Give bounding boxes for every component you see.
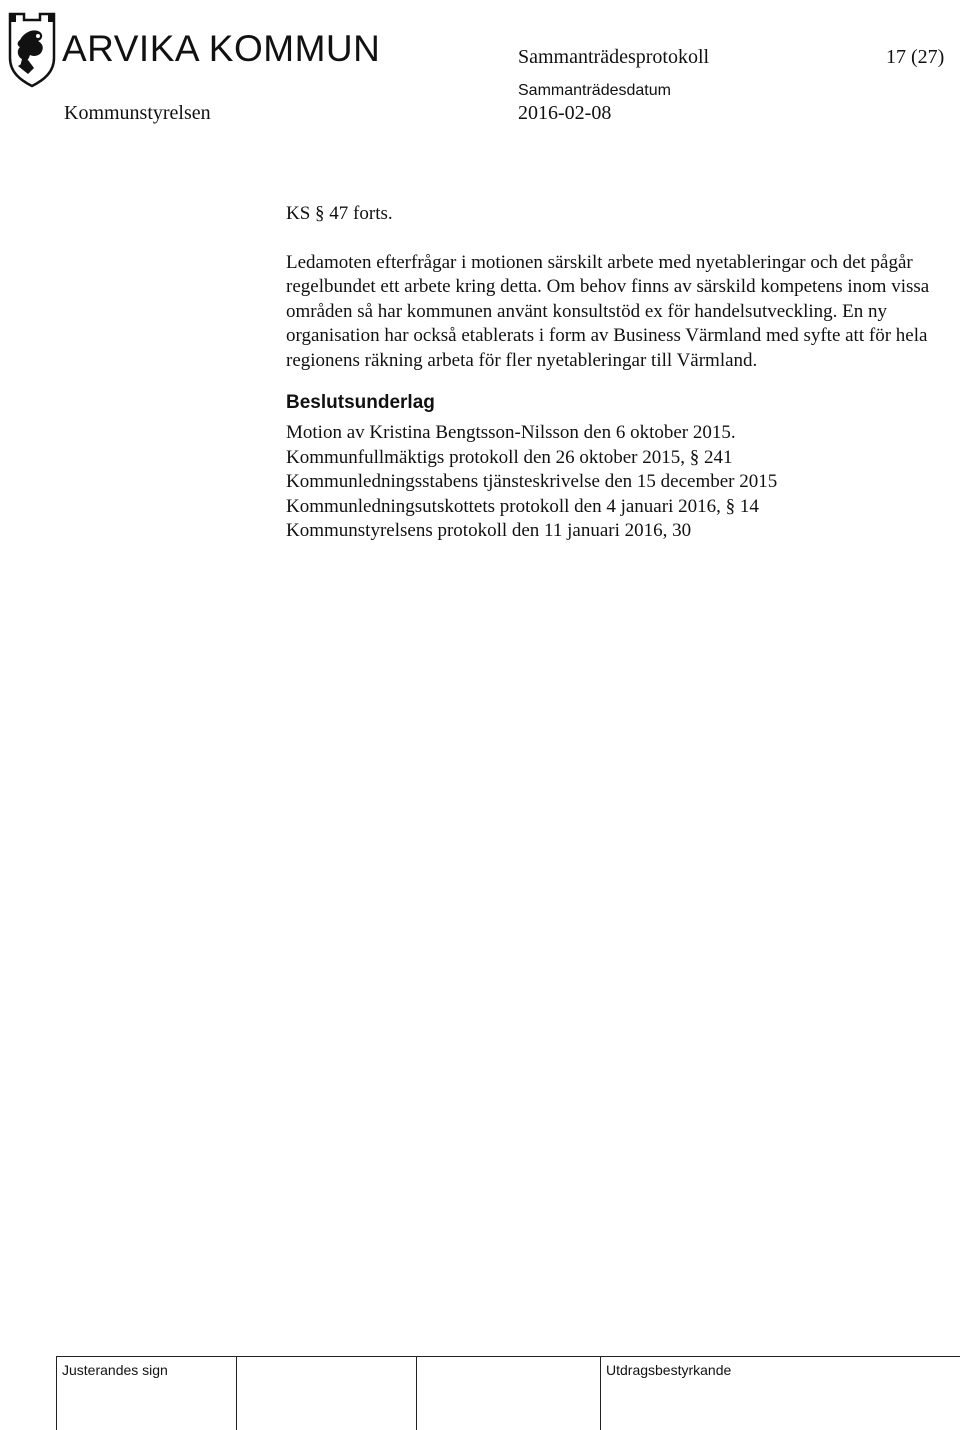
footer-divider [56, 1356, 960, 1357]
document-type: Sammanträdesprotokoll [518, 46, 710, 68]
meeting-date: 2016-02-08 [518, 102, 612, 124]
brand-name: ARVIKA KOMMUN [62, 28, 381, 69]
date-label: Sammanträdesdatum [518, 82, 671, 99]
reference-item: Kommunstyrelsens protokoll den 11 januari 2016, 30 [286, 520, 692, 541]
coat-of-arms-icon [4, 10, 60, 88]
footer-divider [416, 1356, 417, 1430]
body-paragraph: Ledamoten efterfrågar i motionen särskilt arbete med nyetableringar och det pågår regelbundet ett arbete kring detta. Om behov finns av särskild kompetens inom vissa områden så har kommunen använt konsultstöd ex för handelsutveckling. En ny organisation har också etablerats i form av Business Värmland med syfte att för hela regionens räkning arbeta för fler nyetableringar till Värmland. [286, 251, 930, 371]
document-body [286, 202, 946, 544]
footer-divider [600, 1356, 601, 1430]
section-heading: KS § 47 forts. [286, 203, 393, 224]
footer-divider [56, 1356, 57, 1430]
reference-item: Kommunledningsutskottets protokoll den 4 januari 2016, § 14 [286, 495, 759, 517]
reference-list [286, 421, 946, 544]
reference-item: Kommunfullmäktigs protokoll den 26 oktober 2015, § 241 [286, 446, 733, 468]
extract-label: Utdragsbestyrkande [606, 1362, 732, 1378]
sign-label: Justerandes sign [62, 1362, 168, 1378]
organ-name: Kommunstyrelsen [64, 102, 211, 124]
reference-item: Motion av Kristina Bengtsson-Nilsson den 6 oktober 2015. [286, 422, 736, 443]
page-number: 17 (27) [886, 46, 945, 68]
footer-divider [236, 1356, 237, 1430]
reference-item: Kommunledningsstabens tjänsteskrivelse den 15 december 2015 [286, 471, 778, 492]
signature-footer [0, 1356, 960, 1430]
decision-basis-heading: Beslutsunderlag [286, 392, 435, 413]
